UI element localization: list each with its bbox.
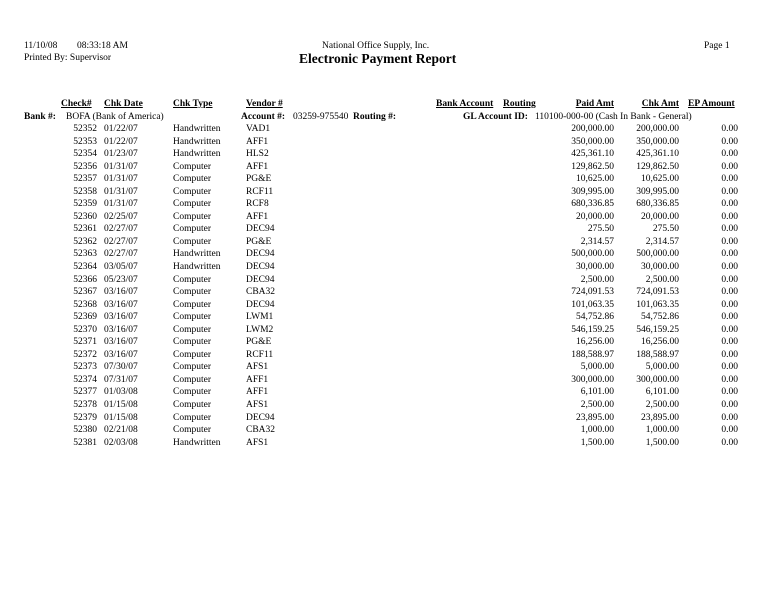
print-time: 08:33:18 AM (77, 41, 128, 51)
check-date: 01/23/07 (104, 149, 138, 160)
ep-amount: 0.00 (721, 412, 738, 423)
paid-amount: 309,995.00 (571, 186, 614, 197)
table-row (0, 299, 770, 312)
gl-account-value: 110100-000-00 (Cash In Bank - General) (535, 112, 692, 122)
page-number: Page 1 (704, 41, 730, 51)
paid-amount: 425,361.10 (571, 149, 614, 160)
table-row (0, 286, 770, 299)
ep-amount: 0.00 (721, 437, 738, 448)
check-number: 52370 (73, 324, 97, 335)
table-row (0, 361, 770, 374)
table-row (0, 223, 770, 236)
gl-account-label: GL Account ID: (463, 112, 528, 122)
check-number: 52353 (73, 136, 97, 147)
check-date: 07/30/07 (104, 362, 138, 373)
ep-amount: 0.00 (721, 136, 738, 147)
check-number: 52360 (73, 211, 97, 222)
check-number: 52354 (73, 149, 97, 160)
check-date: 01/22/07 (104, 124, 138, 134)
ep-amount: 0.00 (721, 124, 738, 134)
col-paid-amt: Paid Amt (575, 99, 614, 109)
check-date: 01/15/08 (104, 400, 138, 411)
col-ep-amount: EP Amount (688, 99, 735, 109)
vendor-number: CBA32 (246, 425, 276, 436)
check-type: Computer (173, 337, 211, 348)
check-amount: 23,895.00 (641, 412, 679, 423)
check-amount: 54,752.86 (641, 312, 679, 323)
paid-amount: 101,063.35 (571, 299, 614, 310)
company-name: National Office Supply, Inc. (322, 41, 430, 51)
col-chk-type: Chk Type (173, 99, 213, 109)
check-type: Computer (173, 186, 211, 197)
table-row (0, 161, 770, 174)
check-type: Computer (173, 349, 211, 360)
col-chk-date: Chk Date (104, 99, 143, 109)
check-number: 52381 (73, 437, 97, 448)
vendor-number: AFS1 (246, 437, 269, 448)
vendor-number: AFF1 (246, 136, 269, 147)
paid-amount: 1,000.00 (580, 425, 614, 436)
table-row (0, 349, 770, 362)
ep-amount: 0.00 (721, 186, 738, 197)
check-number: 52359 (73, 199, 97, 210)
check-amount: 350,000.00 (636, 136, 679, 147)
paid-amount: 500,000.00 (571, 249, 614, 260)
check-amount: 680,336.85 (636, 199, 679, 210)
ep-amount: 0.00 (721, 324, 738, 335)
check-amount: 2,500.00 (645, 400, 679, 411)
check-date: 02/27/07 (104, 236, 138, 247)
check-amount: 300,000.00 (636, 374, 679, 385)
check-date: 01/31/07 (104, 186, 138, 197)
bank-label: Bank #: (24, 112, 56, 122)
check-type: Computer (173, 174, 211, 185)
paid-amount: 1,500.00 (580, 437, 614, 448)
table-row (0, 374, 770, 387)
table-row (0, 148, 770, 161)
check-amount: 1,500.00 (645, 437, 679, 448)
check-type: Computer (173, 387, 211, 398)
check-amount: 129,862.50 (636, 161, 679, 172)
account-value: 03259-975540 (293, 112, 349, 122)
vendor-number: VAD1 (246, 124, 271, 134)
col-chk-amt: Chk Amt (641, 99, 679, 109)
check-amount: 500,000.00 (636, 249, 679, 260)
check-number: 52367 (73, 287, 97, 298)
ep-amount: 0.00 (721, 199, 738, 210)
check-date: 02/21/08 (104, 425, 138, 436)
check-type: Handwritten (173, 149, 221, 160)
check-date: 01/31/07 (104, 161, 138, 172)
check-type: Computer (173, 199, 211, 210)
vendor-number: DEC94 (246, 274, 275, 285)
table-row (0, 173, 770, 186)
table-row (0, 412, 770, 425)
vendor-number: DEC94 (246, 249, 275, 260)
check-date: 02/25/07 (104, 211, 138, 222)
vendor-number: HLS2 (246, 149, 269, 160)
print-date: 11/10/08 (24, 41, 58, 51)
vendor-number: RCF11 (246, 186, 274, 197)
check-amount: 724,091.53 (636, 287, 679, 298)
vendor-number: PG&E (246, 174, 272, 185)
check-date: 01/15/08 (104, 412, 138, 423)
check-date: 01/22/07 (104, 136, 138, 147)
col-vendor-no: Vendor # (246, 99, 283, 109)
check-date: 01/03/08 (104, 387, 138, 398)
ep-amount: 0.00 (721, 274, 738, 285)
table-row (0, 386, 770, 399)
account-label: Account #: (241, 112, 286, 122)
table-row (0, 211, 770, 224)
col-routing: Routing (503, 99, 536, 109)
check-amount: 2,314.57 (645, 236, 679, 247)
printed-by: Printed By: Supervisor (24, 53, 112, 63)
check-number: 52363 (73, 249, 97, 260)
check-date: 03/16/07 (104, 337, 138, 348)
paid-amount: 6,101.00 (580, 387, 614, 398)
check-date: 03/16/07 (104, 299, 138, 310)
paid-amount: 546,159.25 (571, 324, 614, 335)
check-type: Handwritten (173, 437, 221, 448)
paid-amount: 680,336.85 (571, 199, 614, 210)
vendor-number: DEC94 (246, 299, 275, 310)
check-number: 52357 (73, 174, 97, 185)
table-row (0, 311, 770, 324)
check-type: Computer (173, 412, 211, 423)
check-amount: 188,588.97 (636, 349, 679, 360)
table-row (0, 236, 770, 249)
check-number: 52364 (73, 262, 97, 273)
check-type: Computer (173, 374, 211, 385)
check-date: 03/16/07 (104, 349, 138, 360)
check-number: 52368 (73, 299, 97, 310)
ep-amount: 0.00 (721, 299, 738, 310)
check-date: 03/16/07 (104, 324, 138, 335)
check-number: 52373 (73, 362, 97, 373)
check-number: 52369 (73, 312, 97, 323)
ep-amount: 0.00 (721, 236, 738, 247)
check-number: 52371 (73, 337, 97, 348)
check-date: 03/16/07 (104, 287, 138, 298)
check-number: 52377 (73, 387, 97, 398)
table-row (0, 261, 770, 274)
vendor-number: AFS1 (246, 400, 269, 411)
ep-amount: 0.00 (721, 400, 738, 411)
check-number: 52380 (73, 425, 97, 436)
col-check-no: Check# (61, 99, 92, 109)
check-type: Handwritten (173, 136, 221, 147)
paid-amount: 350,000.00 (571, 136, 614, 147)
vendor-number: RCF11 (246, 349, 274, 360)
paid-amount: 23,895.00 (576, 412, 614, 423)
paid-amount: 200,000.00 (571, 124, 614, 134)
check-number: 52358 (73, 186, 97, 197)
paid-amount: 16,256.00 (576, 337, 614, 348)
paid-amount: 275.50 (587, 224, 614, 235)
table-row (0, 198, 770, 211)
check-amount: 5,000.00 (645, 362, 679, 373)
paid-amount: 2,500.00 (580, 400, 614, 411)
paid-amount: 300,000.00 (571, 374, 614, 385)
check-date: 03/05/07 (104, 262, 138, 273)
check-type: Computer (173, 312, 211, 323)
table-row (0, 399, 770, 412)
check-amount: 16,256.00 (641, 337, 679, 348)
paid-amount: 20,000.00 (576, 211, 614, 222)
ep-amount: 0.00 (721, 211, 738, 222)
ep-amount: 0.00 (721, 349, 738, 360)
vendor-number: AFF1 (246, 161, 269, 172)
check-amount: 101,063.35 (636, 299, 679, 310)
check-type: Computer (173, 211, 211, 222)
check-amount: 425,361.10 (636, 149, 679, 160)
vendor-number: AFF1 (246, 374, 269, 385)
check-number: 52361 (73, 224, 97, 235)
vendor-number: AFS1 (246, 362, 269, 373)
check-type: Computer (173, 161, 211, 172)
vendor-number: CBA32 (246, 287, 276, 298)
payment-rows (0, 123, 770, 449)
paid-amount: 5,000.00 (580, 362, 614, 373)
check-type: Computer (173, 224, 211, 235)
ep-amount: 0.00 (721, 374, 738, 385)
ep-amount: 0.00 (721, 312, 738, 323)
vendor-number: PG&E (246, 337, 272, 348)
check-date: 01/31/07 (104, 199, 138, 210)
check-date: 02/27/07 (104, 249, 138, 260)
table-row (0, 136, 770, 149)
ep-amount: 0.00 (721, 262, 738, 273)
check-type: Handwritten (173, 124, 221, 134)
check-number: 52379 (73, 412, 97, 423)
check-type: Handwritten (173, 262, 221, 273)
ep-amount: 0.00 (721, 425, 738, 436)
col-bank-account: Bank Account (436, 99, 494, 109)
vendor-number: DEC94 (246, 412, 275, 423)
vendor-number: RCF8 (246, 199, 269, 210)
check-number: 52352 (73, 124, 97, 134)
check-type: Computer (173, 274, 211, 285)
paid-amount: 188,588.97 (571, 349, 614, 360)
check-amount: 546,159.25 (636, 324, 679, 335)
check-amount: 275.50 (652, 224, 679, 235)
check-date: 07/31/07 (104, 374, 138, 385)
check-type: Computer (173, 362, 211, 373)
check-number: 52366 (73, 274, 97, 285)
check-amount: 309,995.00 (636, 186, 679, 197)
table-row (0, 424, 770, 437)
ep-amount: 0.00 (721, 249, 738, 260)
bank-value: BOFA (Bank of America) (66, 112, 164, 122)
table-row (0, 274, 770, 287)
table-row (0, 123, 770, 136)
vendor-number: LWM2 (246, 324, 274, 335)
check-amount: 6,101.00 (645, 387, 679, 398)
check-amount: 10,625.00 (641, 174, 679, 185)
paid-amount: 54,752.86 (576, 312, 614, 323)
table-row (0, 186, 770, 199)
check-amount: 2,500.00 (645, 274, 679, 285)
vendor-number: PG&E (246, 236, 272, 247)
check-date: 01/31/07 (104, 174, 138, 185)
check-number: 52362 (73, 236, 97, 247)
ep-amount: 0.00 (721, 224, 738, 235)
check-type: Computer (173, 425, 211, 436)
table-row (0, 437, 770, 450)
check-number: 52356 (73, 161, 97, 172)
check-type: Computer (173, 287, 211, 298)
table-row (0, 324, 770, 337)
paid-amount: 10,625.00 (576, 174, 614, 185)
check-amount: 30,000.00 (641, 262, 679, 273)
vendor-number: DEC94 (246, 224, 275, 235)
routing-label: Routing #: (353, 112, 397, 122)
paid-amount: 724,091.53 (571, 287, 614, 298)
ep-amount: 0.00 (721, 287, 738, 298)
check-date: 02/03/08 (104, 437, 138, 448)
check-type: Computer (173, 299, 211, 310)
check-number: 52374 (73, 374, 97, 385)
ep-amount: 0.00 (721, 362, 738, 373)
ep-amount: 0.00 (721, 337, 738, 348)
table-row (0, 248, 770, 261)
report-title: Electronic Payment Report (299, 51, 457, 66)
check-type: Computer (173, 236, 211, 247)
paid-amount: 30,000.00 (576, 262, 614, 273)
check-type: Handwritten (173, 249, 221, 260)
paid-amount: 129,862.50 (571, 161, 614, 172)
vendor-number: DEC94 (246, 262, 275, 273)
check-date: 03/16/07 (104, 312, 138, 323)
vendor-number: LWM1 (246, 312, 274, 323)
vendor-number: AFF1 (246, 211, 269, 222)
check-number: 52378 (73, 400, 97, 411)
check-amount: 1,000.00 (645, 425, 679, 436)
check-amount: 200,000.00 (636, 124, 679, 134)
vendor-number: AFF1 (246, 387, 269, 398)
ep-amount: 0.00 (721, 387, 738, 398)
ep-amount: 0.00 (721, 174, 738, 185)
check-number: 52372 (73, 349, 97, 360)
ep-amount: 0.00 (721, 149, 738, 160)
check-date: 05/23/07 (104, 274, 138, 285)
check-amount: 20,000.00 (641, 211, 679, 222)
paid-amount: 2,314.57 (580, 236, 614, 247)
check-date: 02/27/07 (104, 224, 138, 235)
check-type: Computer (173, 324, 211, 335)
check-type: Computer (173, 400, 211, 411)
table-row (0, 336, 770, 349)
ep-amount: 0.00 (721, 161, 738, 172)
paid-amount: 2,500.00 (580, 274, 614, 285)
